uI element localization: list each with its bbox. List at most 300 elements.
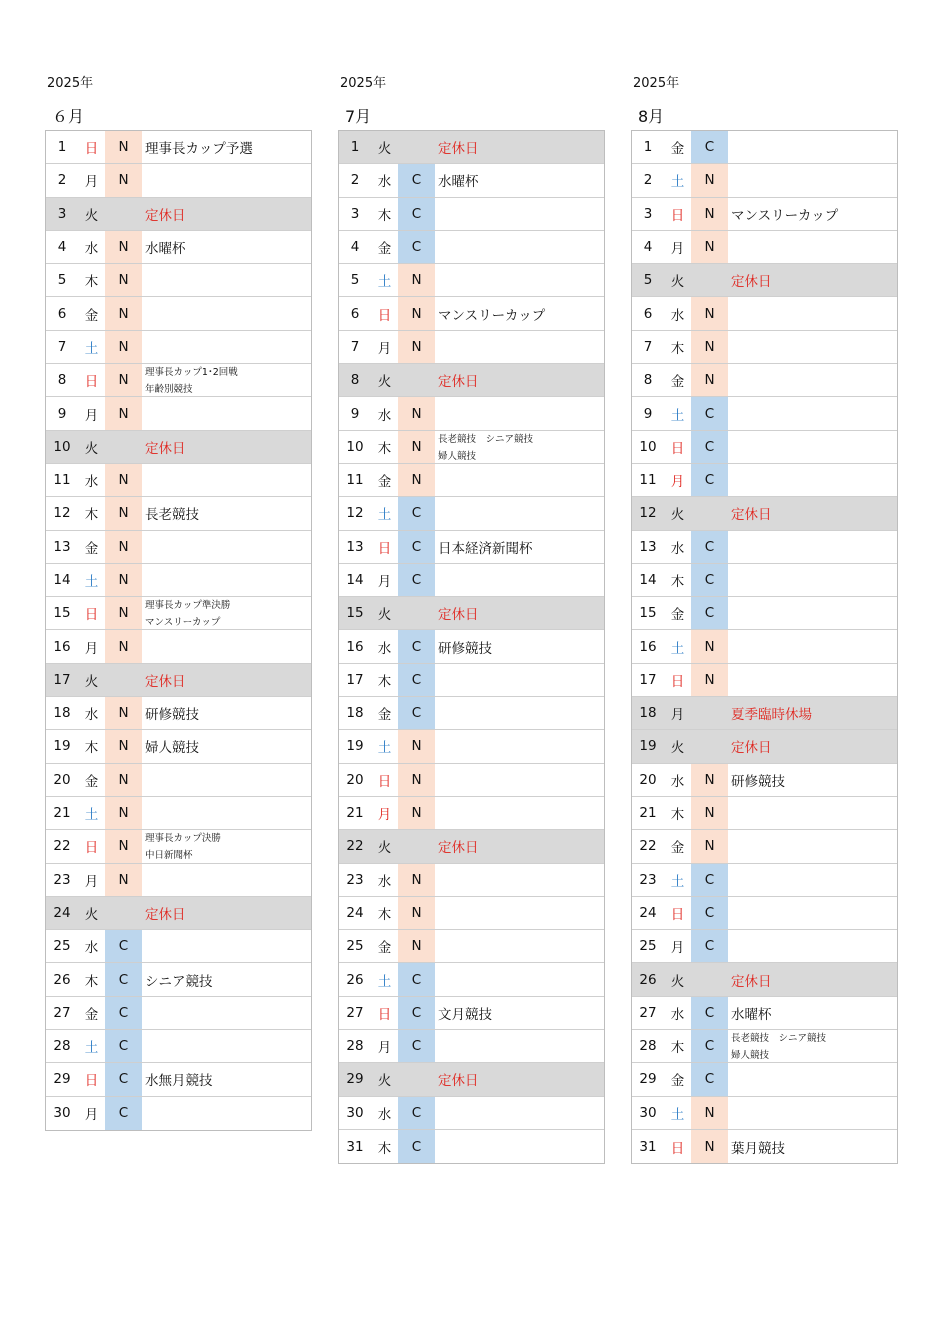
event-text (728, 930, 897, 962)
day-row (632, 897, 897, 930)
event-text (142, 1097, 311, 1130)
event-text (435, 564, 604, 596)
event-text: 夏季臨時休場 (731, 707, 812, 724)
weekday: 火 (84, 673, 99, 690)
course-code: C (398, 531, 435, 563)
course-code: N (691, 764, 728, 796)
course-code (691, 497, 728, 529)
day-row (46, 830, 311, 863)
weekday: 水 (670, 773, 685, 790)
course-code: N (398, 464, 435, 496)
course-code: N (105, 597, 142, 629)
day-row (632, 1097, 897, 1130)
course-code: C (398, 697, 435, 729)
event-text (435, 397, 604, 429)
event-text (728, 1097, 897, 1129)
day-row (632, 797, 897, 830)
day-number: 7 (57, 338, 67, 355)
day-row (632, 264, 897, 297)
course-code (691, 963, 728, 995)
day-row (632, 864, 897, 897)
day-row (632, 431, 897, 464)
weekday: 水 (377, 407, 392, 424)
day-row (339, 198, 604, 231)
weekday: 火 (377, 607, 392, 624)
course-code: C (691, 1030, 728, 1062)
event-text (728, 431, 897, 463)
weekday: 日 (377, 307, 392, 324)
weekday: 木 (377, 1140, 392, 1157)
course-code: C (398, 164, 435, 196)
day-number: 27 (639, 1004, 657, 1021)
weekday: 月 (84, 1107, 99, 1124)
event-text: 長老競技 (145, 507, 199, 524)
day-number: 23 (53, 871, 71, 888)
day-row (339, 597, 604, 630)
weekday: 水 (377, 1106, 392, 1123)
event-text: 水曜杯 (145, 241, 186, 258)
event-text (728, 364, 897, 396)
day-row (46, 231, 311, 264)
day-row (46, 364, 311, 397)
day-number: 22 (639, 838, 657, 855)
event-text (142, 997, 311, 1029)
day-number: 22 (53, 838, 71, 855)
event-text: 日本経済新聞杯 (438, 540, 533, 557)
weekday: 金 (84, 1006, 99, 1023)
course-code: N (105, 164, 142, 196)
day-row (632, 597, 897, 630)
course-code: C (691, 431, 728, 463)
event-text (435, 497, 604, 529)
event-text (142, 164, 311, 196)
day-row (46, 397, 311, 430)
course-code: N (691, 231, 728, 263)
weekday: 土 (84, 1040, 99, 1057)
event-text (728, 397, 897, 429)
weekday: 月 (670, 241, 685, 258)
event-text: 定休日 (438, 607, 479, 624)
event-text: 水無月競技 (145, 1073, 213, 1090)
event-text: 定休日 (145, 440, 186, 457)
weekday: 金 (670, 374, 685, 391)
course-code: N (105, 364, 142, 396)
course-code: C (105, 963, 142, 995)
day-number: 26 (639, 971, 657, 988)
event-text (728, 164, 897, 196)
course-code: C (105, 997, 142, 1029)
weekday: 日 (377, 1006, 392, 1023)
weekday: 日 (84, 607, 99, 624)
weekday: 日 (670, 673, 685, 690)
day-row (632, 397, 897, 430)
day-number: 23 (639, 871, 657, 888)
day-number: 24 (346, 904, 364, 921)
day-row (339, 497, 604, 530)
event-text (728, 830, 897, 862)
day-row (339, 864, 604, 897)
event-text (728, 797, 897, 829)
event-text (728, 897, 897, 929)
day-row (339, 1130, 604, 1163)
course-code: C (691, 131, 728, 163)
weekday: 木 (84, 740, 99, 757)
day-number: 30 (639, 1104, 657, 1121)
day-number: 17 (346, 671, 364, 688)
day-number: 11 (53, 472, 71, 489)
course-code (398, 1063, 435, 1095)
event-text (142, 564, 311, 596)
event-text: 理事長カップ1･2回戦 年齢別競技 (145, 367, 238, 396)
day-number: 29 (346, 1071, 364, 1088)
day-row (632, 131, 897, 164)
year-label: 2025年 (340, 76, 387, 91)
weekday: 日 (670, 906, 685, 923)
day-row (632, 564, 897, 597)
event-text: 定休日 (438, 374, 479, 391)
event-text: 定休日 (145, 673, 186, 690)
day-number: 4 (350, 239, 360, 256)
weekday: 日 (84, 1073, 99, 1090)
event-text (142, 464, 311, 496)
day-number: 1 (643, 139, 653, 156)
day-number: 7 (350, 338, 360, 355)
day-number: 27 (53, 1004, 71, 1021)
day-number: 24 (53, 904, 71, 921)
course-code: C (691, 564, 728, 596)
event-text (142, 264, 311, 296)
event-text (728, 231, 897, 263)
course-code (398, 131, 435, 163)
course-code: N (105, 764, 142, 796)
day-row (339, 1063, 604, 1096)
day-number: 12 (346, 505, 364, 522)
event-text: 定休日 (731, 973, 772, 990)
day-number: 26 (346, 971, 364, 988)
day-number: 4 (643, 239, 653, 256)
weekday: 日 (84, 141, 99, 158)
event-text (435, 797, 604, 829)
day-number: 8 (350, 372, 360, 389)
course-code: C (691, 864, 728, 896)
course-code: C (398, 1097, 435, 1129)
day-number: 9 (350, 405, 360, 422)
course-code: C (691, 1063, 728, 1095)
year-label: 2025年 (47, 76, 94, 91)
day-number: 28 (53, 1038, 71, 1055)
weekday: 土 (84, 807, 99, 824)
course-code: N (105, 730, 142, 762)
weekday: 日 (670, 1140, 685, 1157)
weekday: 水 (670, 307, 685, 324)
course-code: N (105, 564, 142, 596)
day-number: 7 (643, 338, 653, 355)
day-row (339, 1097, 604, 1130)
day-row (632, 697, 897, 730)
day-number: 31 (639, 1138, 657, 1155)
day-row (339, 630, 604, 663)
day-row (46, 963, 311, 996)
day-number: 28 (346, 1038, 364, 1055)
weekday: 土 (670, 640, 685, 657)
day-number: 20 (639, 771, 657, 788)
event-text: 定休日 (731, 507, 772, 524)
course-code: N (398, 764, 435, 796)
event-text (435, 331, 604, 363)
event-text: 葉月競技 (731, 1140, 785, 1157)
day-row (632, 630, 897, 663)
day-number: 19 (53, 738, 71, 755)
weekday: 月 (377, 574, 392, 590)
day-row (632, 364, 897, 397)
day-number: 3 (643, 205, 653, 222)
event-text (142, 331, 311, 363)
day-number: 16 (639, 638, 657, 655)
weekday: 火 (84, 440, 99, 457)
day-number: 3 (57, 205, 67, 222)
day-number: 18 (346, 705, 364, 722)
weekday: 日 (84, 840, 99, 857)
course-code: N (691, 1097, 728, 1129)
day-row (46, 331, 311, 364)
course-code: N (105, 331, 142, 363)
weekday: 金 (84, 540, 99, 557)
weekday: 木 (670, 1040, 685, 1057)
month-label: 7月 (345, 107, 372, 126)
weekday: 火 (377, 840, 392, 857)
weekday: 月 (84, 407, 99, 424)
day-row (339, 930, 604, 963)
event-text (435, 464, 604, 496)
weekday: 水 (377, 640, 392, 657)
weekday: 土 (377, 740, 392, 757)
day-number: 6 (643, 305, 653, 322)
event-text (435, 264, 604, 296)
course-code: C (691, 997, 728, 1029)
day-row (46, 1097, 311, 1130)
day-number: 12 (639, 505, 657, 522)
day-row (46, 431, 311, 464)
day-row (339, 331, 604, 364)
day-number: 24 (639, 904, 657, 921)
day-row (46, 997, 311, 1030)
event-text: 婦人競技 (145, 740, 199, 757)
weekday: 火 (84, 207, 99, 224)
day-row (339, 897, 604, 930)
day-number: 1 (57, 139, 67, 156)
course-code: C (398, 1130, 435, 1163)
course-code: N (691, 331, 728, 363)
day-number: 2 (643, 172, 653, 189)
day-row (46, 131, 311, 164)
day-number: 2 (350, 172, 360, 189)
day-row (46, 564, 311, 597)
day-number: 27 (346, 1004, 364, 1021)
day-row (632, 830, 897, 863)
weekday: 金 (84, 307, 99, 324)
weekday: 木 (84, 507, 99, 524)
weekday: 水 (84, 241, 99, 258)
weekday: 日 (377, 540, 392, 557)
course-code: C (105, 1063, 142, 1095)
event-text (435, 1130, 604, 1163)
event-text: 定休日 (438, 840, 479, 857)
day-row (632, 764, 897, 797)
day-row (339, 464, 604, 497)
event-text (728, 630, 897, 662)
event-text: 研修競技 (145, 707, 199, 724)
weekday: 火 (377, 1073, 392, 1090)
day-number: 15 (639, 605, 657, 622)
weekday: 土 (84, 574, 99, 590)
event-text: 理事長カップ予選 (145, 141, 253, 158)
course-code: N (691, 797, 728, 829)
course-code: N (105, 231, 142, 263)
course-code (691, 697, 728, 729)
course-code (105, 897, 142, 929)
course-code: N (105, 464, 142, 496)
weekday: 土 (670, 873, 685, 890)
day-number: 21 (639, 805, 657, 822)
course-code: N (398, 331, 435, 363)
weekday: 木 (377, 673, 392, 690)
weekday: 土 (377, 973, 392, 990)
weekday: 金 (670, 141, 685, 158)
event-text (728, 597, 897, 629)
day-number: 25 (53, 938, 71, 955)
event-text: 定休日 (731, 740, 772, 757)
weekday: 木 (84, 274, 99, 291)
course-code (398, 830, 435, 862)
event-text (435, 764, 604, 796)
weekday: 水 (377, 873, 392, 890)
event-text (728, 464, 897, 496)
day-row (339, 364, 604, 397)
course-code: C (398, 497, 435, 529)
weekday: 木 (377, 207, 392, 224)
event-text (728, 297, 897, 329)
course-code: N (105, 630, 142, 662)
day-row (339, 397, 604, 430)
day-number: 20 (53, 771, 71, 788)
day-number: 5 (350, 272, 360, 289)
day-number: 5 (57, 272, 67, 289)
course-code: C (105, 1030, 142, 1062)
weekday: 火 (670, 274, 685, 291)
day-number: 28 (639, 1038, 657, 1055)
course-code (105, 198, 142, 230)
event-text (435, 963, 604, 995)
event-text: 研修競技 (438, 640, 492, 657)
day-number: 15 (346, 605, 364, 622)
course-code: C (691, 397, 728, 429)
day-row (339, 1030, 604, 1063)
weekday: 月 (377, 1040, 392, 1057)
day-row (632, 198, 897, 231)
course-code: N (691, 297, 728, 329)
day-row (339, 697, 604, 730)
event-text (142, 531, 311, 563)
event-text: 長老競技 シニア競技 婦人競技 (731, 1033, 827, 1062)
course-code (691, 730, 728, 762)
day-row (339, 963, 604, 996)
day-row (339, 131, 604, 164)
course-code: N (691, 198, 728, 230)
course-code: C (398, 198, 435, 230)
day-number: 16 (346, 638, 364, 655)
day-number: 10 (53, 438, 71, 455)
month-label: 8月 (638, 107, 665, 126)
day-row (46, 464, 311, 497)
day-number: 25 (639, 938, 657, 955)
weekday: 土 (84, 340, 99, 357)
event-text (728, 331, 897, 363)
course-code: N (105, 131, 142, 163)
event-text (728, 1063, 897, 1095)
day-number: 20 (346, 771, 364, 788)
day-row (46, 164, 311, 197)
event-text (142, 297, 311, 329)
day-number: 31 (346, 1138, 364, 1155)
course-code: N (398, 730, 435, 762)
course-code: N (105, 497, 142, 529)
event-text: 定休日 (731, 274, 772, 291)
course-code: N (398, 930, 435, 962)
course-code: N (398, 297, 435, 329)
weekday: 金 (377, 241, 392, 258)
event-text: 定休日 (145, 906, 186, 923)
day-row (632, 664, 897, 697)
weekday: 土 (377, 507, 392, 524)
day-number: 13 (346, 538, 364, 555)
day-row (339, 264, 604, 297)
event-text: 理事長カップ準決勝 マンスリーカップ (145, 600, 231, 629)
weekday: 月 (670, 474, 685, 491)
course-code: N (691, 630, 728, 662)
event-text (142, 797, 311, 829)
day-row (46, 864, 311, 897)
day-number: 11 (346, 472, 364, 489)
day-row (632, 930, 897, 963)
course-code: N (398, 797, 435, 829)
course-code: N (398, 897, 435, 929)
weekday: 水 (377, 174, 392, 191)
weekday: 金 (377, 940, 392, 957)
day-number: 30 (53, 1105, 71, 1122)
course-code: N (691, 364, 728, 396)
event-text (435, 231, 604, 263)
year-label: 2025年 (633, 76, 680, 91)
weekday: 金 (377, 474, 392, 491)
course-code: N (105, 397, 142, 429)
course-code: C (398, 963, 435, 995)
course-code: C (691, 531, 728, 563)
course-code: N (105, 797, 142, 829)
course-code: N (691, 164, 728, 196)
event-text (435, 198, 604, 230)
day-number: 29 (639, 1071, 657, 1088)
weekday: 土 (377, 274, 392, 291)
weekday: 水 (84, 707, 99, 724)
course-code: N (105, 864, 142, 896)
event-text: 長老競技 シニア競技 婦人競技 (438, 433, 534, 462)
month-label: ６月 (52, 107, 85, 126)
weekday: 木 (377, 906, 392, 923)
event-text: 水曜杯 (438, 174, 479, 191)
course-code: C (691, 897, 728, 929)
day-row (632, 164, 897, 197)
weekday: 金 (670, 840, 685, 857)
